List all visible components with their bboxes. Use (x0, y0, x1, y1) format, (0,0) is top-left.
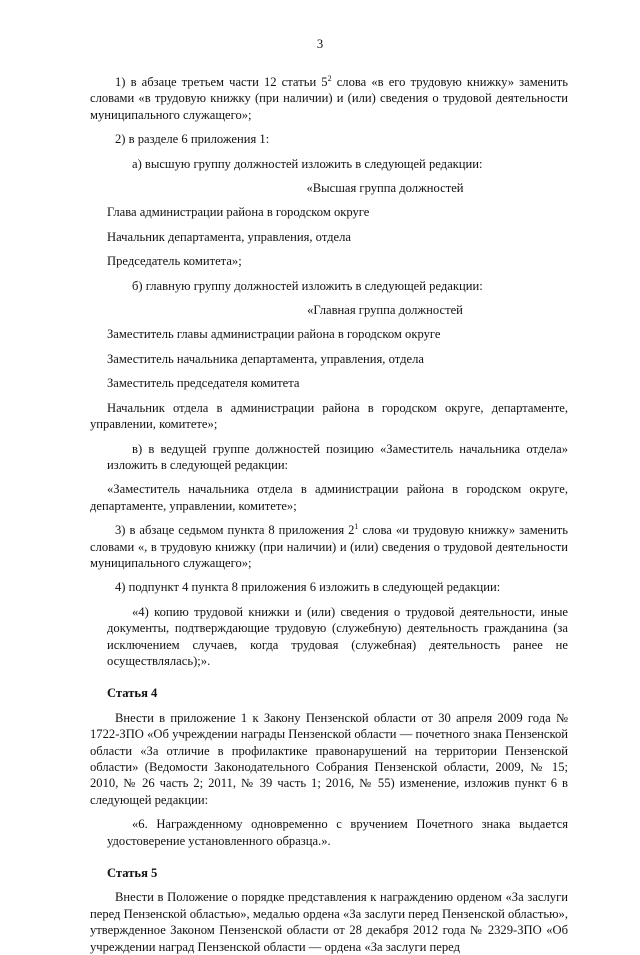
article-5-heading: Статья 5 (107, 866, 158, 881)
amendment-item-2a: а) высшую группу должностей изложить в следующей редакции: (132, 156, 483, 171)
group-heading-main: «Главная группа должностей (307, 303, 463, 318)
position-line: Председатель комитета»; (107, 254, 242, 269)
amendment-item-1: 1) в абзаце третьем части 12 статьи $5^2$ слова «в его трудовую книжку» заменить словами «в трудовую книжку (при наличии) и (или) сведения о трудовой деятельности муниципального служащего»; (90, 73, 568, 122)
position-line: Заместитель председателя комитета (107, 376, 300, 391)
article-4-paragraph-1: Внести в приложение 1 к Закону Пензенской области от 30 апреля 2009 года № 1722-ЗПО «Об учреждении награды Пензенской области — почетного знака Пензенской области «За отличие в профилактике правонарушений на территории Пензенской области» (Ведомости Законодательного Собрания Пензенской области, 2009, № 15; 2010, № 26 часть 2; 2011, № 39 часть 1; 2016, № 55) изменение, изложив пункт 6 в следующей редакции: (90, 710, 568, 807)
amendment-item-2b: б) главную группу должностей изложить в следующей редакции: (132, 278, 483, 293)
quoted-subparagraph: «4) копию трудовой книжки и (или) сведения о трудовой деятельности, иные документы, подтверждающие трудовую (служебную) деятельность гражданина (за исключением случаев, когда трудовая (служебная) деятельность ранее не осуществлялась);». (107, 604, 568, 668)
position-line: Заместитель главы администрации района в городском округе (107, 327, 441, 342)
amendment-item-2: 2) в разделе 6 приложения 1: (115, 132, 270, 147)
document-body (90, 74, 568, 955)
quoted-position: «Заместитель начальника отдела в администрации района в городском округе, департаменте, управлении, комитете»; (90, 482, 568, 513)
article-4-heading: Статья 4 (107, 686, 158, 701)
position-line: Глава администрации района в городском округе (107, 205, 370, 220)
article-5-paragraph-1: Внести в Положение о порядке представления к награждению орденом «За заслуги перед Пензенской областью», медалью ордена «За заслуги перед Пензенской областью», утвержденное Законом Пензенской области от 28 декабря 2012 года № 2329-ЗПО «Об учреждении наград Пензенской области — ордена «За заслуги перед (90, 890, 568, 954)
group-heading-highest: «Высшая группа должностей (306, 181, 464, 196)
position-line: Заместитель начальника департамента, управления, отдела (107, 351, 424, 366)
position-line: Начальник отдела в администрации района в городском округе, департаменте, управлении, комитете»; (90, 400, 568, 432)
amendment-item-2v: в) в ведущей группе должностей позицию «Заместитель начальника отдела» изложить в следующей редакции: (107, 441, 568, 472)
position-line: Начальник департамента, управления, отдела (107, 229, 352, 244)
article-4-paragraph-2: «6. Награжденному одновременно с вручением Почетного знака выдается удостоверение установленного образца.». (107, 817, 568, 848)
amendment-item-4: 4) подпункт 4 пункта 8 приложения 6 изложить в следующей редакции: (115, 580, 501, 595)
page-number: 3 (316, 37, 324, 51)
amendment-item-3: 3) в абзаце седьмом пункта 8 приложения $2^1$ слова «и трудовую книжку» заменить словами «, в трудовую книжку (при наличии) и (или) сведения о трудовой деятельности муниципального служащего»; (90, 521, 568, 570)
